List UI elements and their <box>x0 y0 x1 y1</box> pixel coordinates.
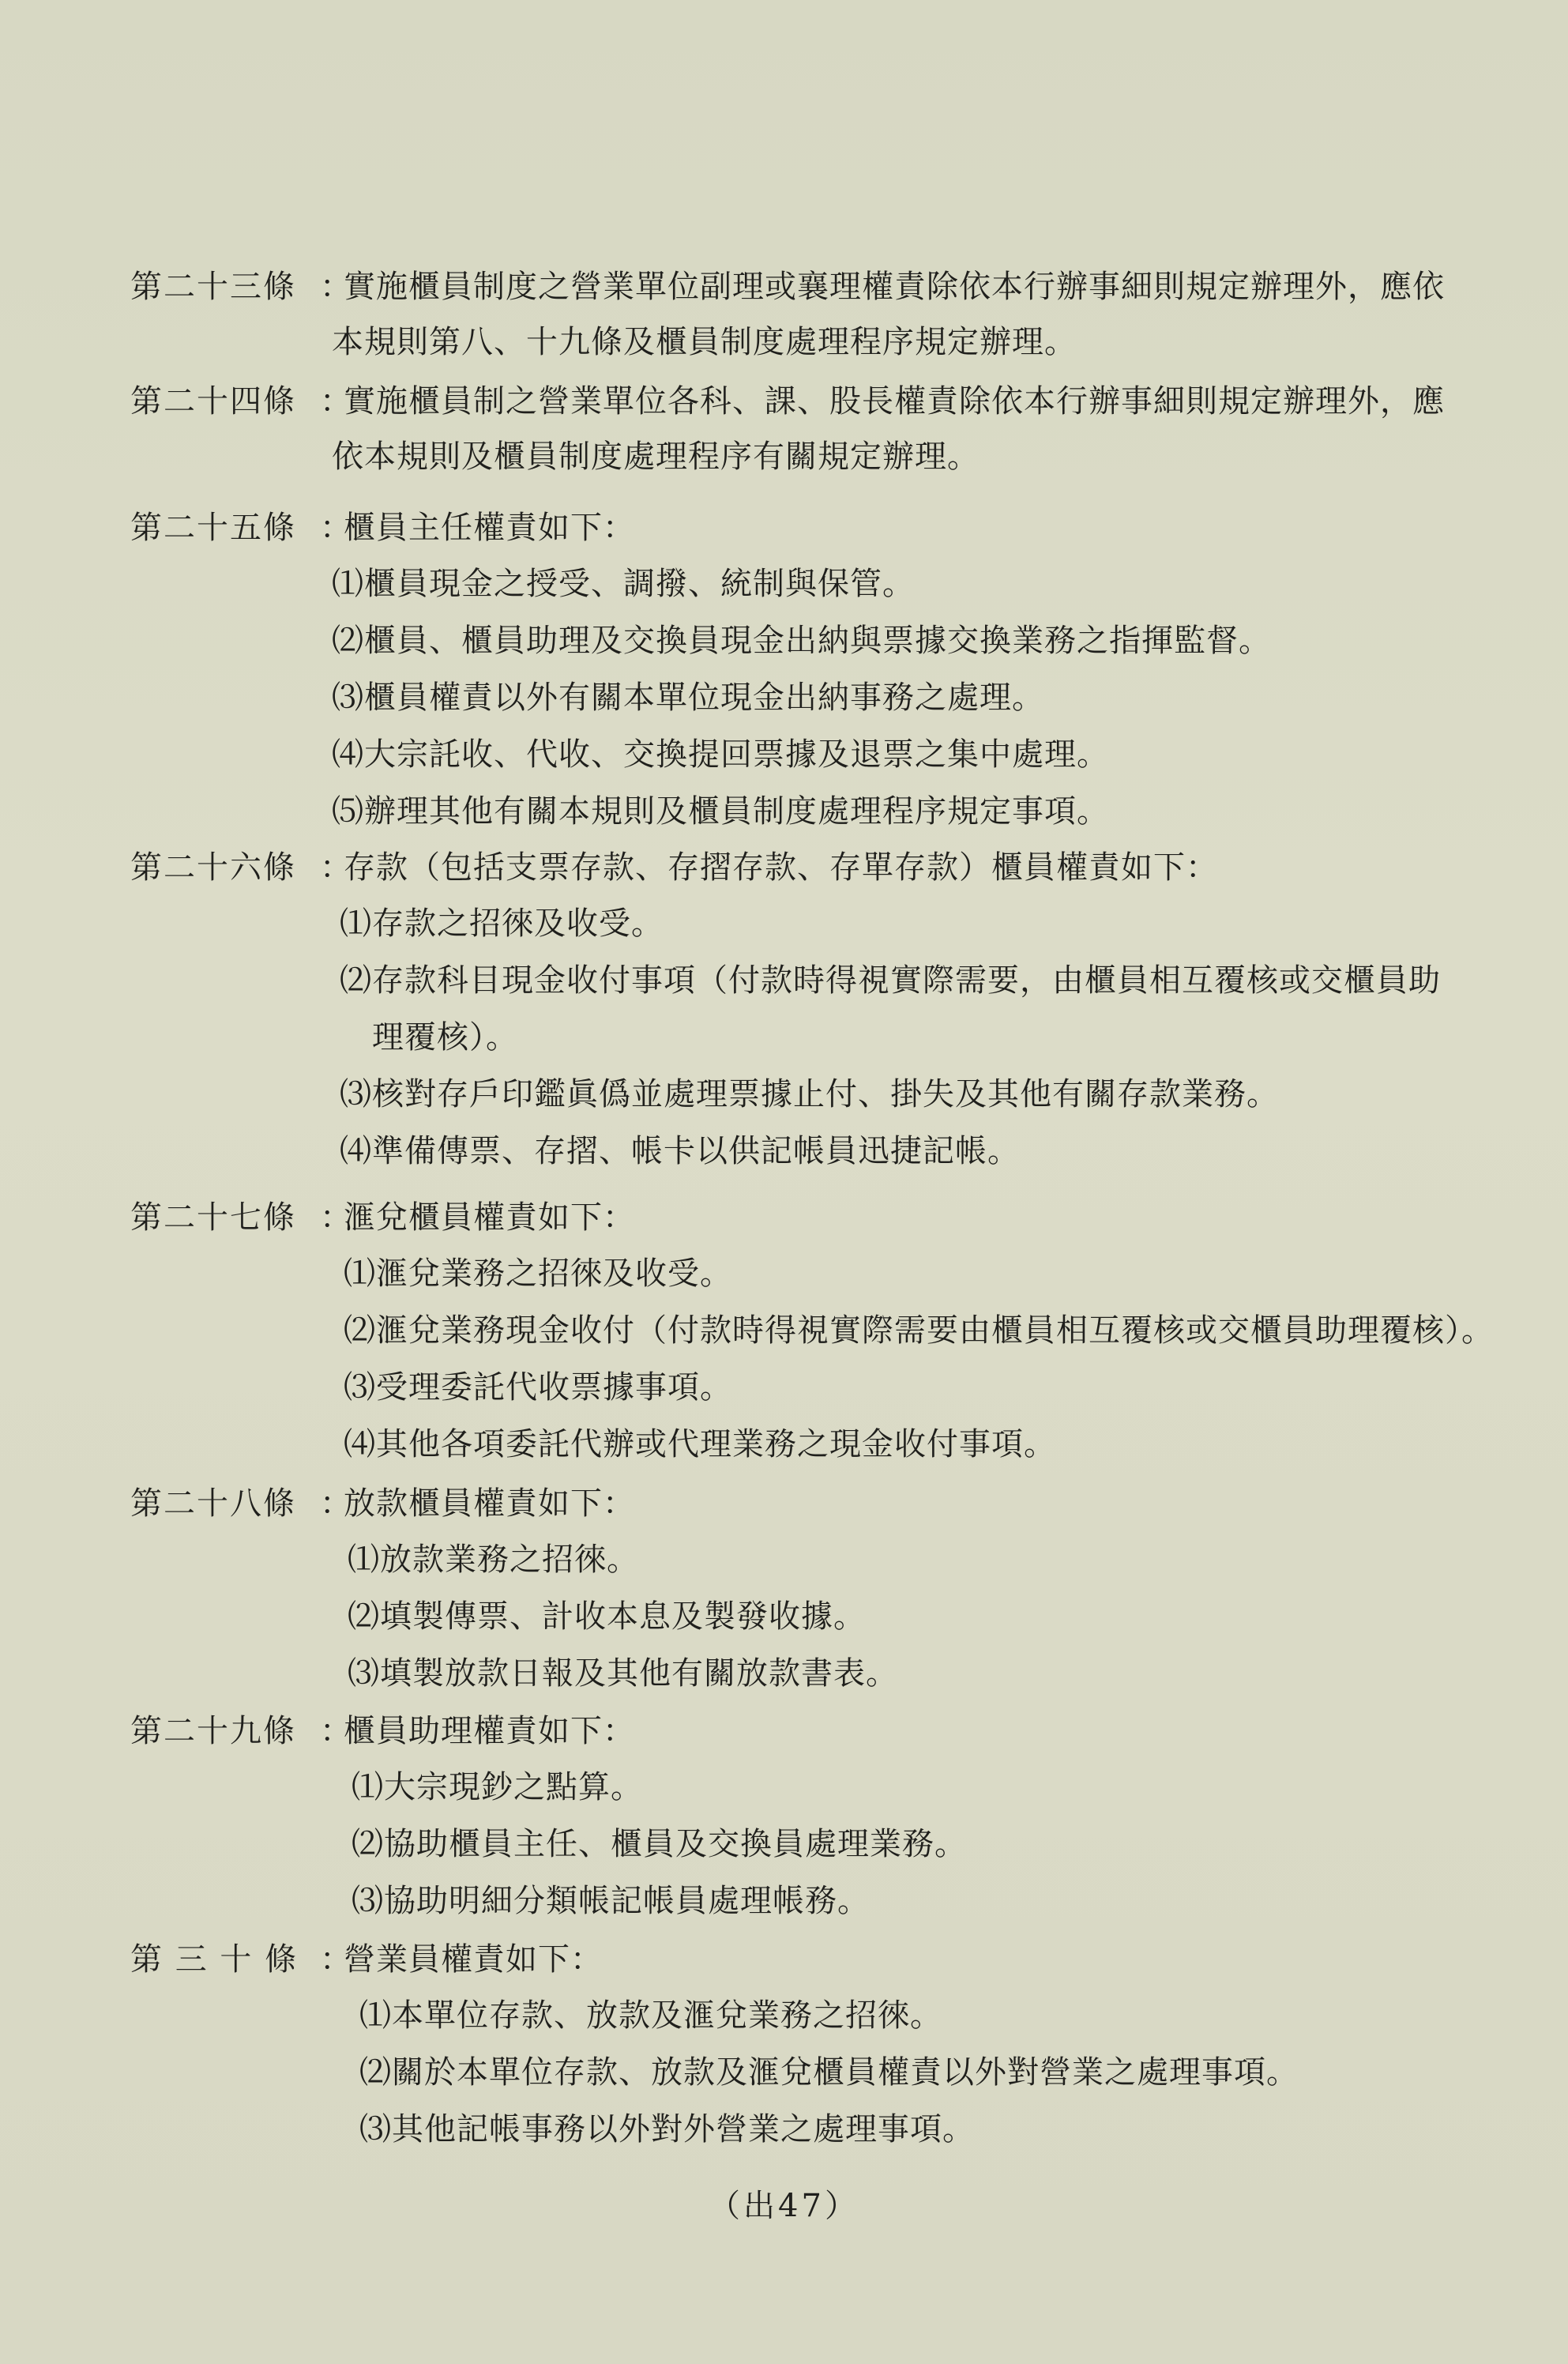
article-heading <box>130 1703 1521 1759</box>
colon: ： <box>320 849 352 886</box>
article-text: 放款櫃員權責如下： <box>344 1485 635 1522</box>
list-item: ⑴放款業務之招徠。 <box>348 1541 639 1578</box>
article-28 <box>130 1476 1521 1702</box>
colon: ： <box>320 269 352 305</box>
list-item: ⑷大宗託收、代收、交換提回票據及退票之集中處理。 <box>332 736 1109 773</box>
article-26 <box>130 840 1521 1180</box>
article-text: 櫃員助理權責如下： <box>344 1713 635 1749</box>
list-item: ⑴本單位存款、放款及滙兌業務之招徠。 <box>359 1997 942 2034</box>
colon: ： <box>320 1941 352 1978</box>
article-25 <box>130 500 1521 840</box>
article-number: 第二十六條 <box>130 849 296 886</box>
list-item: ⑴存款之招徠及收受。 <box>340 905 664 942</box>
article-30 <box>130 1932 1521 2158</box>
page-number: （出47） <box>709 2188 859 2224</box>
article-continuation: 本規則第八、十九條及櫃員制度處理程序規定辦理。 <box>332 324 1077 360</box>
article-text: 存款（包括支票存款、存摺存款、存單存款）櫃員權責如下： <box>344 849 1218 886</box>
article-continuation: 依本規則及櫃員制度處理程序有關規定辦理。 <box>332 439 980 475</box>
article-24 <box>130 374 1521 484</box>
list-item: ⑵填製傳票、計收本息及製發收據。 <box>348 1598 866 1635</box>
article-items <box>344 1245 1521 1473</box>
article-text: 實施櫃員制度之營業單位副理或襄理權責除依本行辦事細則規定辦理外，應依 <box>344 269 1445 305</box>
list-item: ⑷準備傳票、存摺、帳卡以供記帳員迅捷記帳。 <box>340 1133 1020 1169</box>
list-item: ⑴櫃員現金之授受、調撥、統制與保管。 <box>332 566 915 602</box>
article-heading <box>130 500 1521 555</box>
article-items <box>332 555 1521 840</box>
list-item: ⑵關於本單位存款、放款及滙兌櫃員權責以外對營業之處理事項。 <box>359 2054 1299 2091</box>
article-text: 實施櫃員制之營業單位各科、課、股長權責除依本行辦事細則規定辦理外，應 <box>344 383 1445 420</box>
list-item: ⑶櫃員權責以外有關本單位現金出納事務之處理。 <box>332 679 1044 716</box>
list-item: ⑴大宗現鈔之點算。 <box>352 1769 643 1805</box>
list-item: ⑶受理委託代收票據事項。 <box>344 1369 732 1406</box>
article-text: 營業員權責如下： <box>344 1941 603 1978</box>
article-heading <box>130 259 1521 314</box>
article-number: 第二十九條 <box>130 1713 296 1749</box>
article-items <box>348 1531 1521 1702</box>
list-item: ⑶填製放款日報及其他有關放款書表。 <box>348 1655 898 1692</box>
article-heading <box>130 1476 1521 1531</box>
article-text: 滙兌櫃員權責如下： <box>344 1199 635 1236</box>
list-item: ⑶其他記帳事務以外對外營業之處理事項。 <box>359 2111 975 2148</box>
list-item: ⑸辦理其他有關本規則及櫃員制度處理程序規定事項。 <box>332 793 1109 830</box>
article-number: 第二十四條 <box>130 383 296 420</box>
article-23 <box>130 259 1521 370</box>
list-item: ⑵存款科目現金收付事項（付款時得視實際需要，由櫃員相互覆核或交櫃員助 <box>340 962 1441 999</box>
article-items <box>352 1759 1521 1929</box>
article-items <box>340 895 1521 1180</box>
article-27 <box>130 1190 1521 1473</box>
article-text: 櫃員主任權責如下： <box>344 510 635 546</box>
article-number: 第二十八條 <box>130 1485 296 1522</box>
list-item: ⑵滙兌業務現金收付（付款時得視實際需要由櫃員相互覆核或交櫃員助理覆核）。 <box>344 1312 1494 1349</box>
article-items <box>359 1987 1521 2158</box>
article-heading <box>130 374 1521 429</box>
colon: ： <box>320 383 352 420</box>
colon: ： <box>320 1485 352 1522</box>
list-item: ⑵櫃員、櫃員助理及交換員現金出納與票據交換業務之指揮監督。 <box>332 623 1271 659</box>
list-item: 理覆核）。 <box>340 1019 518 1056</box>
list-item: ⑶核對存戶印鑑眞僞並處理票據止付、掛失及其他有關存款業務。 <box>340 1076 1279 1112</box>
article-number: 第 三 十 條 <box>130 1941 299 1978</box>
article-number: 第二十七條 <box>130 1199 296 1236</box>
list-item: ⑵協助櫃員主任、櫃員及交換員處理業務。 <box>352 1826 967 1862</box>
colon: ： <box>320 1713 352 1749</box>
article-heading <box>130 840 1521 895</box>
list-item: ⑴滙兌業務之招徠及收受。 <box>344 1255 732 1292</box>
list-item: ⑷其他各項委託代辦或代理業務之現金收付事項。 <box>344 1426 1056 1462</box>
colon: ： <box>320 1199 352 1236</box>
article-number: 第二十五條 <box>130 510 296 546</box>
article-29 <box>130 1703 1521 1929</box>
article-heading <box>130 1932 1521 1987</box>
article-heading <box>130 1190 1521 1245</box>
article-number: 第二十三條 <box>130 269 296 305</box>
list-item: ⑶協助明細分類帳記帳員處理帳務。 <box>352 1883 870 1919</box>
colon: ： <box>320 510 352 546</box>
